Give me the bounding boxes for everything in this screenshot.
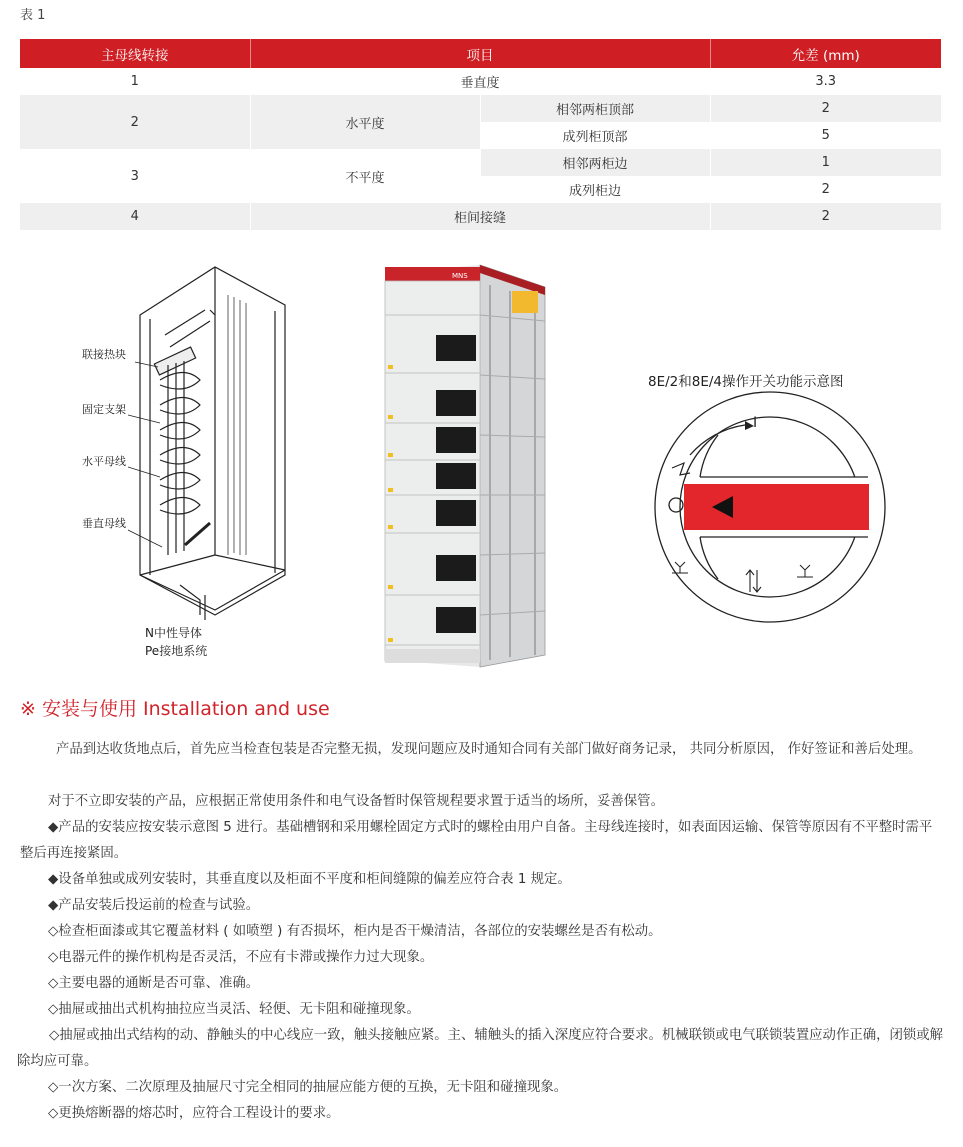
busbar-installation-diagram (128, 267, 285, 620)
table-caption: 表 1 (20, 8, 46, 23)
paragraph: 产品到达收货地点后，首先应当检查包装是否完整无损，发现问题应及时通知合同有关部门做好商务记录， 共同分析原因， 作好签证和善后处理。 (56, 742, 922, 757)
header-main-busbar: 主母线转接 (20, 39, 250, 68)
table-row: 3 不平度 相邻两柜边 1 (20, 149, 941, 176)
label-connect-block: 联接热块 (82, 348, 126, 361)
cabinet-brand: MNS (452, 272, 468, 280)
label-neutral-conductor: N中性导体 (145, 626, 202, 640)
paragraph: ◇抽屉或抽出式结构的动、静触头的中心线应一致，触头接触应紧。主、辅触头的插入深度应符合要求。机械联锁或电气联锁装置应动作正确，闭锁或解除均应可靠。 (17, 1028, 944, 1069)
paragraph: ◇抽屉或抽出式机构抽拉应当灵活、轻便、无卡阻和碰撞现象。 (48, 1002, 420, 1017)
table-row: 2 水平度 相邻两柜顶部 2 (20, 95, 941, 122)
switch-on-symbol: I (753, 415, 758, 431)
label-ground-system: Pe接地系统 (145, 644, 208, 658)
paragraph: ◇更换熔断器的熔芯时，应符合工程设计的要求。 (48, 1106, 340, 1121)
tolerance-table (20, 39, 941, 230)
paragraph: ◆产品的安装应按安装示意图 5 进行。基础槽钢和采用螺栓固定方式时的螺栓由用户自备。主母线连接时，如表面因运输、保管等原因有不平整时需平整后再连接紧固。 (20, 820, 933, 861)
paragraph: ◇检查柜面漆或其它覆盖材料 ( 如喷塑 ) 有否损坏，柜内是否干燥清洁，各部位的安装螺丝是否有松动。 (48, 924, 662, 939)
switch-off-symbol: O (660, 512, 661, 513)
paragraph: ◆产品安装后投运前的检查与试验。 (48, 898, 260, 913)
table-header-row (20, 39, 941, 68)
paragraph: ◇电器元件的操作机构是否灵活，不应有卡滞或操作力过大现象。 (48, 950, 434, 965)
figures-area (0, 255, 963, 675)
table-row: 1 垂直度 3.3 (20, 68, 941, 95)
header-item: 项目 (250, 39, 710, 68)
mns-cabinet-image (385, 265, 545, 667)
paragraph: 对于不立即安装的产品，应根据正常使用条件和电气设备暂时保管规程要求置于适当的场所，妥善保管。 (48, 794, 664, 809)
switch-function-diagram (655, 392, 885, 622)
table-row: 4 柜间接缝 2 (20, 203, 941, 230)
paragraph: ◆设备单独或成列安装时，其垂直度以及柜面不平度和柜间缝隙的偏差应符合表 1 规定。 (48, 872, 571, 887)
table-row: 成列柜边 2 (20, 176, 941, 203)
table-row: 成列柜顶部 5 (20, 122, 941, 149)
paragraph: ◇一次方案、二次原理及抽屉尺寸完全相同的抽屉应能方便的互换，无卡阻和碰撞现象。 (48, 1080, 568, 1095)
header-tolerance: 允差 (mm) (710, 39, 941, 68)
paragraph: ◇主要电器的通断是否可靠、准确。 (48, 976, 260, 991)
label-fixed-bracket: 固定支架 (82, 403, 126, 416)
label-vertical-busbar: 垂直母线 (82, 517, 126, 530)
section-title: ※ 安装与使用 Installation and use (20, 698, 330, 720)
label-horizontal-busbar: 水平母线 (82, 455, 126, 468)
switch-diagram-title: 8E/2和8E/4操作开关功能示意图 (648, 374, 844, 390)
